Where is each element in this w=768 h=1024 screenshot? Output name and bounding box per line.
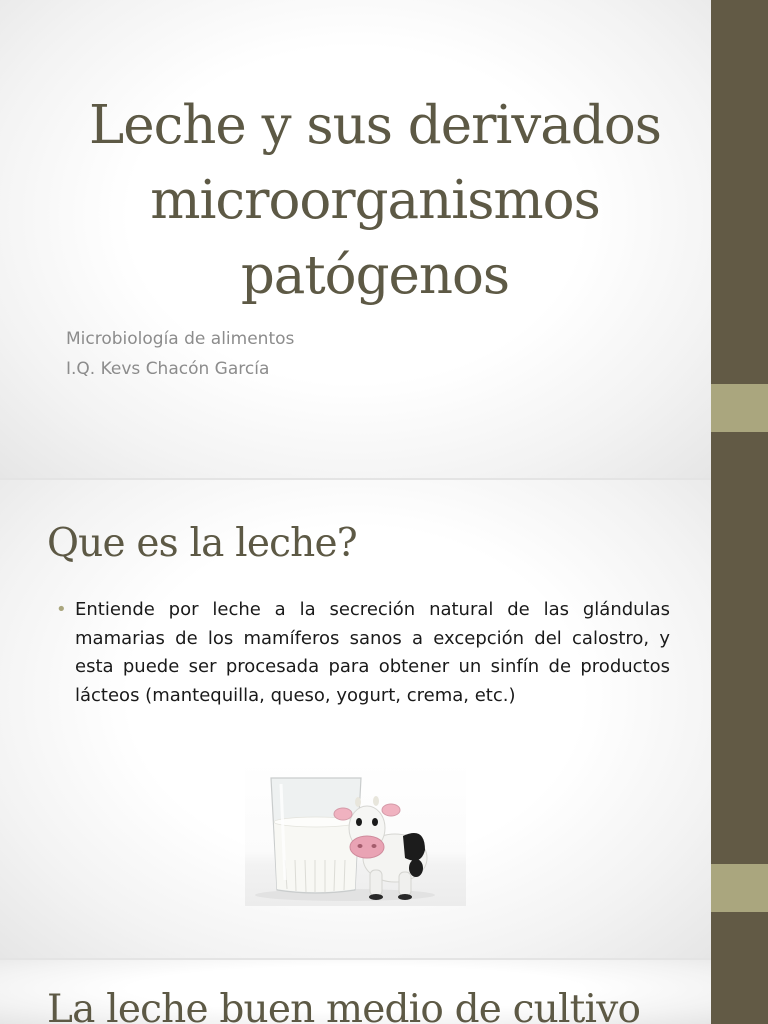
slide-heading: La leche buen medio de cultivo: [47, 987, 641, 1024]
bullet-icon: •: [56, 599, 67, 620]
decorative-sidebar: [711, 912, 768, 1024]
subtitle-course: Microbiología de alimentos: [66, 329, 295, 349]
glass-of-milk-with-toy-cow-image: [245, 762, 466, 906]
title-line: microorganismos: [150, 170, 600, 231]
slide-subtitle: [66, 324, 294, 384]
slide-heading: Que es la leche?: [47, 521, 357, 566]
bullet-text: Entiende por leche a la secreción natural de las glándulas mamarias de los mamíferos sanos a excepción del calostro, y esta puede ser procesada para obtener un sinfín de productos lácteos (mantequilla, queso, yogurt, crema, etc.): [75, 599, 670, 706]
slide-title: [40, 88, 710, 313]
slide-2: [0, 480, 711, 958]
milk-and-cow-photo: [245, 762, 466, 906]
decorative-sidebar-accent: [711, 864, 768, 912]
title-line: patógenos: [240, 245, 510, 306]
decorative-sidebar: [711, 0, 768, 384]
slide-1: [0, 0, 711, 478]
title-line: Leche y sus derivados: [89, 95, 661, 156]
slide-3: [0, 960, 711, 1024]
decorative-sidebar-accent: [711, 384, 768, 432]
subtitle-author: I.Q. Kevs Chacón García: [66, 359, 270, 379]
decorative-sidebar: [711, 432, 768, 864]
bullet-item: [56, 596, 670, 710]
bullet-list: [56, 596, 670, 710]
